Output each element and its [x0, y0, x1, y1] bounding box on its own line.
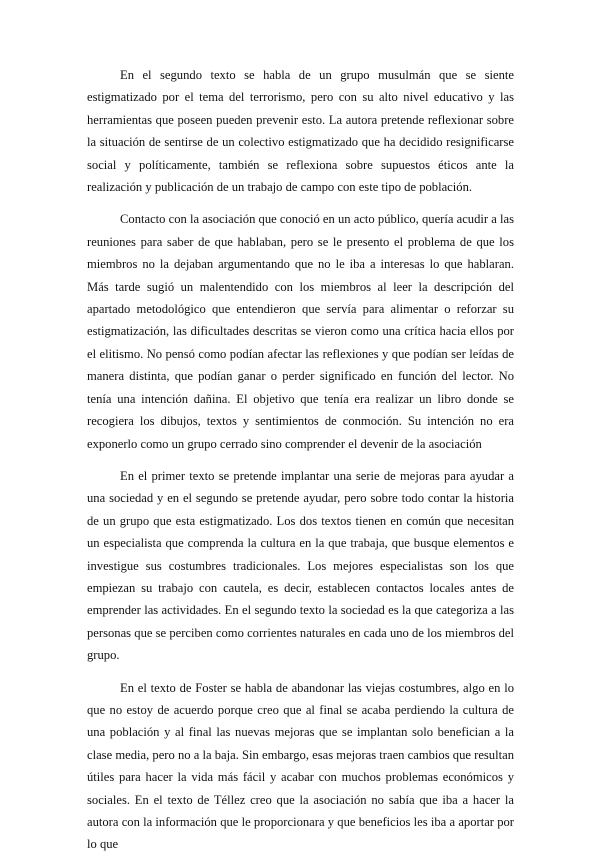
- paragraph-3: En el primer texto se pretende implantar una serie de mejoras para ayudar a una sociedad y en el segundo se pretende ayudar, pero sobre todo contar la historia de un grupo que esta estigmatizado. Los dos textos tienen en común que necesitan un especialista que comprenda la cultura en la que trabaja, que busque elementos e investigue sus costumbres tradicionales. Los mejores especialistas son los que empiezan su trabajo con cautela, es decir, establecen contactos locales antes de emprender las actividades. En el segundo texto la sociedad es la que categoriza a las personas que se perciben como corrientes naturales en cada uno de los miembros del grupo.: [87, 468, 514, 663]
- paragraph-1: En el segundo texto se habla de un grupo musulmán que se siente estigmatizado por el tema del terrorismo, pero con su alto nivel educativo y las herramientas que poseen pueden prevenir esto. La autora pretende reflexionar sobre la situación de sentirse de un colectivo estigmatizado que ha decidido resignificarse social y políticamente, también se reflexiona sobre supuestos éticos ante la realización y publicación de un trabajo de campo con este tipo de población.: [87, 68, 514, 195]
- paragraph-4: En el texto de Foster se habla de abandonar las viejas costumbres, algo en lo que no estoy de acuerdo porque creo que al final se acaba perdiendo la cultura de una población y al final las nuevas mejoras que se implantan solo benefician a la clase media, pero no a la baja. Sin embargo, esas mejoras traen cambios que resultan útiles para hacer la vida más fácil y acabar con muchos problemas económicos y sociales. En el texto de Téllez creo que la asociación no sabía que iba a hacer la autora con la información que le proporcionara y que beneficios les iba a aportar por lo que: [87, 680, 514, 852]
- paragraph-2: Contacto con la asociación que conoció en un acto público, quería acudir a las reuniones para saber de que hablaban, pero se le presento el problema de que los miembros no la dejaban argumentando que no le iba a interesas lo que hablaran. Más tarde sugió un malentendido con los miembros al leer la descripción del apartado metodológico que entendieron que servía para alimentar o reforzar su estigmatización, las dificultades descritas se vieron como una crítica hacia ellos por el elitismo. No pensó como podían afectar las reflexiones y que podían ser leídas de manera distinta, que podían ganar o perder significado en función del lector. No tenía una intención dañina. El objetivo que tenía era realizar un libro donde se recogiera los dibujos, textos y sentimientos de conmoción. Su intención no era exponerlo como un grupo cerrado sino comprender el devenir de la asociación: [87, 212, 514, 451]
